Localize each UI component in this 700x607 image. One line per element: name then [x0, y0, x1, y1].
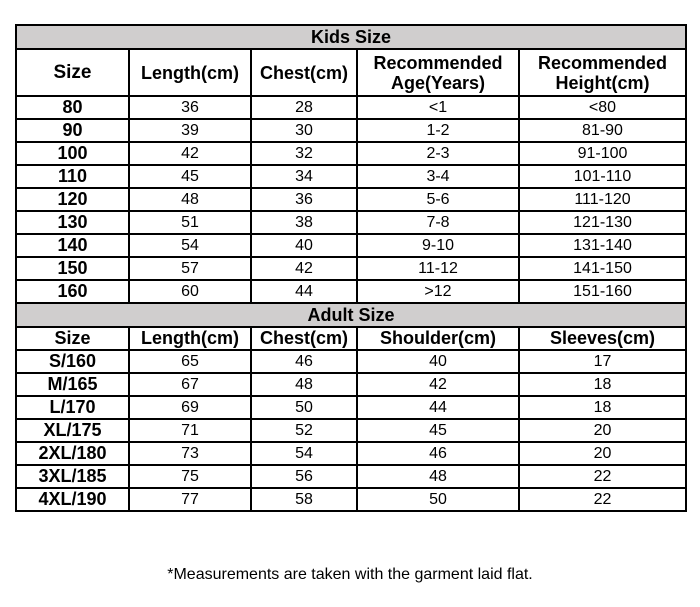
kids-size-row: [16, 188, 686, 211]
adult-cell-chest: 58: [251, 488, 357, 511]
kids-cell-height: 91-100: [519, 142, 686, 165]
kids-cell-height: 151-160: [519, 280, 686, 303]
adult-cell-sleeves: 18: [519, 396, 686, 419]
kids-size-row: [16, 280, 686, 303]
kids-size-row: [16, 142, 686, 165]
adult-size-row: [16, 396, 686, 419]
adult-cell-size: M/165: [16, 373, 129, 396]
adult-cell-shoulder: 50: [357, 488, 519, 511]
kids-cell-height: 111-120: [519, 188, 686, 211]
adult-cell-shoulder: 44: [357, 396, 519, 419]
kids-cell-size: 150: [16, 257, 129, 280]
kids-cell-age: 5-6: [357, 188, 519, 211]
kids-cell-size: 120: [16, 188, 129, 211]
kids-cell-height: <80: [519, 96, 686, 119]
kids-header-row: [16, 49, 686, 96]
kids-cell-size: 130: [16, 211, 129, 234]
adult-cell-shoulder: 40: [357, 350, 519, 373]
adult-size-row: [16, 442, 686, 465]
adult-cell-size: S/160: [16, 350, 129, 373]
kids-cell-size: 140: [16, 234, 129, 257]
adult-cell-length: 73: [129, 442, 251, 465]
size-chart-body: [16, 25, 686, 511]
kids-cell-chest: 28: [251, 96, 357, 119]
adult-cell-length: 67: [129, 373, 251, 396]
adult-size-row: [16, 373, 686, 396]
adult-cell-length: 77: [129, 488, 251, 511]
kids-cell-age: 2-3: [357, 142, 519, 165]
kids-cell-length: 57: [129, 257, 251, 280]
kids-cell-age: <1: [357, 96, 519, 119]
adult-cell-shoulder: 46: [357, 442, 519, 465]
kids-cell-length: 60: [129, 280, 251, 303]
adult-cell-shoulder: 45: [357, 419, 519, 442]
adult-cell-sleeves: 22: [519, 465, 686, 488]
adult-cell-size: XL/175: [16, 419, 129, 442]
kids-cell-length: 45: [129, 165, 251, 188]
kids-cell-height: 101-110: [519, 165, 686, 188]
kids-cell-size: 80: [16, 96, 129, 119]
adult-size-title: Adult Size: [16, 303, 686, 327]
adult-header-row: [16, 327, 686, 350]
kids-cell-size: 90: [16, 119, 129, 142]
kids-size-title-row: [16, 25, 686, 49]
adult-cell-sleeves: 17: [519, 350, 686, 373]
kids-header-age: Recommended Age(Years): [357, 49, 519, 96]
kids-cell-height: 141-150: [519, 257, 686, 280]
adult-cell-length: 71: [129, 419, 251, 442]
kids-cell-chest: 44: [251, 280, 357, 303]
adult-cell-chest: 56: [251, 465, 357, 488]
kids-size-row: [16, 119, 686, 142]
kids-cell-age: 7-8: [357, 211, 519, 234]
kids-header-size: Size: [16, 49, 129, 96]
kids-cell-height: 121-130: [519, 211, 686, 234]
adult-cell-size: 3XL/185: [16, 465, 129, 488]
kids-cell-chest: 32: [251, 142, 357, 165]
kids-header-chest: Chest(cm): [251, 49, 357, 96]
adult-cell-sleeves: 22: [519, 488, 686, 511]
kids-header-height: Recommended Height(cm): [519, 49, 686, 96]
kids-cell-age: 9-10: [357, 234, 519, 257]
kids-cell-age: 3-4: [357, 165, 519, 188]
kids-cell-height: 131-140: [519, 234, 686, 257]
kids-cell-age: 1-2: [357, 119, 519, 142]
kids-cell-length: 48: [129, 188, 251, 211]
kids-size-title: Kids Size: [16, 25, 686, 49]
adult-size-row: [16, 419, 686, 442]
adult-cell-sleeves: 20: [519, 442, 686, 465]
adult-size-row: [16, 488, 686, 511]
kids-size-row: [16, 211, 686, 234]
adult-cell-length: 69: [129, 396, 251, 419]
adult-cell-size: L/170: [16, 396, 129, 419]
kids-cell-length: 36: [129, 96, 251, 119]
adult-cell-chest: 50: [251, 396, 357, 419]
kids-cell-length: 54: [129, 234, 251, 257]
kids-cell-size: 110: [16, 165, 129, 188]
adult-header-shoulder: Shoulder(cm): [357, 327, 519, 350]
kids-size-row: [16, 165, 686, 188]
kids-header-length: Length(cm): [129, 49, 251, 96]
kids-cell-size: 160: [16, 280, 129, 303]
kids-size-row: [16, 257, 686, 280]
kids-cell-length: 42: [129, 142, 251, 165]
adult-size-row: [16, 465, 686, 488]
adult-cell-size: 2XL/180: [16, 442, 129, 465]
kids-cell-chest: 38: [251, 211, 357, 234]
adult-header-size: Size: [16, 327, 129, 350]
adult-cell-shoulder: 48: [357, 465, 519, 488]
adult-cell-length: 75: [129, 465, 251, 488]
measurement-footnote: *Measurements are taken with the garment laid flat.: [167, 566, 533, 583]
adult-cell-shoulder: 42: [357, 373, 519, 396]
adult-header-sleeves: Sleeves(cm): [519, 327, 686, 350]
kids-cell-chest: 36: [251, 188, 357, 211]
kids-cell-chest: 30: [251, 119, 357, 142]
adult-header-length: Length(cm): [129, 327, 251, 350]
kids-cell-chest: 40: [251, 234, 357, 257]
adult-header-chest: Chest(cm): [251, 327, 357, 350]
kids-cell-age: >12: [357, 280, 519, 303]
size-chart-table: [15, 24, 687, 512]
adult-cell-chest: 54: [251, 442, 357, 465]
adult-cell-length: 65: [129, 350, 251, 373]
adult-cell-chest: 48: [251, 373, 357, 396]
adult-size-row: [16, 350, 686, 373]
adult-cell-chest: 52: [251, 419, 357, 442]
adult-cell-chest: 46: [251, 350, 357, 373]
adult-cell-size: 4XL/190: [16, 488, 129, 511]
kids-cell-length: 39: [129, 119, 251, 142]
kids-cell-chest: 34: [251, 165, 357, 188]
adult-cell-sleeves: 18: [519, 373, 686, 396]
kids-size-row: [16, 96, 686, 119]
kids-size-row: [16, 234, 686, 257]
kids-cell-size: 100: [16, 142, 129, 165]
kids-cell-chest: 42: [251, 257, 357, 280]
adult-cell-sleeves: 20: [519, 419, 686, 442]
kids-cell-length: 51: [129, 211, 251, 234]
kids-cell-age: 11-12: [357, 257, 519, 280]
adult-size-title-row: [16, 303, 686, 327]
kids-cell-height: 81-90: [519, 119, 686, 142]
